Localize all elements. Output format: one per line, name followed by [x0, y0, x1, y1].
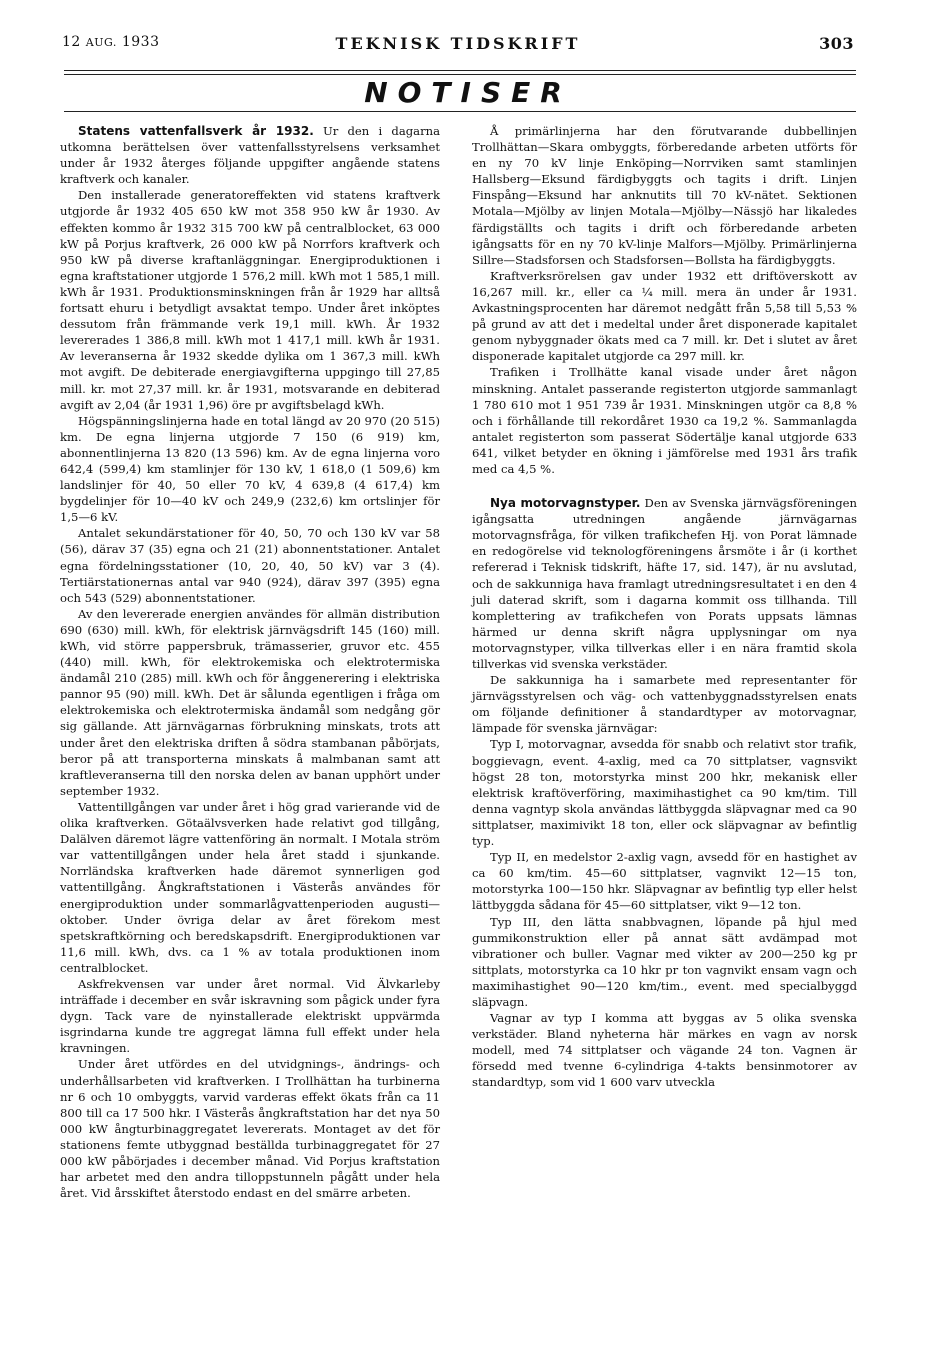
article-paragraph: Av den levererade energien användes för allmän distribution 690 (630) mill. kWh, för elektrisk järnvägsdrift 145 (160) mill. kWh, vid större pappersbruk, trämasserier, gruvor etc. 455 (440) mill. kWh, för elektrokemiska och elektrotermiska ändamål 210 (285) mill. kWh och för ånggenerering i elektriska pannor 95 (90) mill. kWh. Det är sålunda egentligen i fråga om elektrokemiska och elektrotermiska ändamål som nedgång gör sig gällande. Att järnvägarnas förbrukning minskats, trots att under året den elektriska driften å södra stambanan påbörjats, beror på att transporterna minskats å malmbanan samt att kraftleveranserna till den norska delen av banan upphört under september 1932.	[60, 606, 440, 798]
title-rule	[64, 111, 856, 112]
article-paragraph: Antalet sekundärstationer för 40, 50, 70 och 130 kV var 58 (56), därav 37 (35) egna och 21 (21) abonnentstationer. Antalet egna fördelningsstationer (10, 20, 40, 50 kV) var 3 (4). Tertiärstationernas antal var 940 (924), därav 397 (395) egna och 543 (529) abonnentstationer.	[60, 526, 440, 605]
article-paragraph: Typ II, en medelstor 2-axlig vagn, avsedd för en hastighet av ca 60 km/tim. 45—60 sittplatser, vagnvikt 12—15 ton, motorstyrka 100—150 hkr. Släpvagnar av befintlig typ eller helst lättbyggda sådana för 45—60 sittplatser, vikt 9—12 ton.	[472, 850, 857, 913]
article-paragraph: Askfrekvensen var under året normal. Vid Älvkarleby inträffade i december en svår iskravning som pågick under fyra dygn. Tack vare de nyinstallerade elektriskt uppvärmda isgrindarna kunde tre aggregat lämna full effekt under hela kravningen.	[60, 976, 440, 1056]
journal-title: TEKNISK TIDSKRIFT	[335, 34, 581, 53]
article-paragraph: Typ I, motorvagnar, avsedda för snabb och relativt stor trafik, boggievagn, event. 4-axlig, med ca 70 sittplatser, vagnsvikt högst 28 ton, motorstyrka minst 200 hkr, mekanisk eller elektrisk kraftöverföring, maximihastighet ca 90 km/tim. Till denna vagntyp skola användas lättbyggda släpvagnar med ca 90 sittplatser, maximivikt 18 ton, eller ock släpvagnar av befintlig typ.	[472, 737, 857, 849]
running-head	[62, 34, 854, 56]
article-paragraph: Under året utfördes en del utvidgnings-, ändrings- och underhållsarbeten vid kraftverken. I Trollhättan ha turbinerna nr 6 och 10 ombyggts, varvid varderas effekt ökats från ca 11 800 till ca 17 500 hkr. I Västerås ångkraftstation har det nya 50 000 kW ångturbinaggregatet levererats. Montaget av det för stationens femte utbyggnad beställda turbinaggregatet för 27 000 kW påbörjades i december månad. Vid Porjus kraftstation har arbetet med den andra tilloppstunneln pågått under hela året. Vid årsskiftet återstodo endast en del smärre arbeten.	[60, 1057, 440, 1201]
article-separator	[472, 477, 857, 495]
article-paragraph: Typ III, den lätta snabbvagnen, löpande på hjul med gummikonstruktion eller på annat sätt avdämpad mot vibrationer och buller. Vagnar med vikter av 200—250 kg pr sittplats, motorstyrka ca 10 hkr pr ton vagnvikt ensam vagn och maximihastighet 90—120 km/tim., event. med specialbyggd släpvagn.	[472, 914, 857, 1009]
header-rule	[64, 70, 856, 71]
left-column	[60, 123, 440, 1201]
header-rule-thin	[64, 74, 856, 75]
article-paragraph: Å primärlinjerna har den förutvarande dubbellinjen Trollhättan—Skara ombyggts, förberedande arbeten utförts för en ny 70 kV linje Enköping—Norrviken samt stamlinjen Hallsberg—Eksund färdigbyggts och tagits i drift. Linjen Finspång—Eksund har anknutits till 70 kV-nätet. Sektionen Motala—Mjölby av linjen Motala—Mjölby—Nässjö har likaledes färdigställts och tagits i drift och förberedande arbeten igångsatts för en ny 70 kV-linje Malfors—Mjölby. Primärlinjerna Sillre—Stadsforsen och Stadsforsen—Bollsta ha färdigbyggts.	[472, 124, 857, 267]
article-paragraph: Trafiken i Trollhätte kanal visade under året någon minskning. Antalet passerande registerton utgjorde sammanlagt 1 780 610 mot 1 951 739 år 1931. Minskningen utgör ca 8,8 % och i förhållande till rekordåret 1930 ca 19,2 %. Sammanlagda antalet registerton som passerat Södertälje kanal utgjorde 633 641, vilket betyder en ökning i jämförelse med 1931 års trafik med ca 4,5 %.	[472, 365, 857, 476]
article-heading: Nya motorvagnstyper.	[490, 496, 641, 511]
right-column	[472, 123, 857, 1091]
article-paragraph: Högspänningslinjerna hade en total längd av 20 970 (20 515) km. De egna linjerna utgjorde 7 150 (6 919) km, abonnentlinjerna 13 820 (13 596) km. Av de egna linjerna voro 642,4 (599,4) km stamlinjer för 130 kV, 1 618,0 (1 509,6) km landslinjer för 40, 50 eller 70 kV, 4 639,8 (4 617,4) km bygdelinjer för 10—40 kV och 249,9 (232,6) km ortslinjer för 1,5—6 kV.	[60, 413, 440, 525]
article-paragraph: Den installerade generatoreffekten vid statens kraftverk utgjorde år 1932 405 650 kW mot 358 950 kW år 1930. Av effekten kommo år 1932 315 700 kW på centralblocket, 63 000 kW på Porjus kraftverk, 26 000 kW på Norrfors kraftverk och 950 kW på diverse kraftanläggningar. Energiproduktionen i egna kraftstationer utgjorde 1 576,2 mill. kWh mot 1 585,1 mill. kWh år 1931. Produktionsminskningen från år 1929 har alltså fortsatt ehuru i betydligt avsaktat tempo. Under året inköptes dessutom från främmande verk 19,1 mill. kWh. År 1932 levererades 1 386,8 mill. kWh mot 1 417,1 mill. kWh år 1931. Av leveranserna år 1932 skedde dylika om 1 367,3 mill. kWh mot avgift. De debiterade energiavgifterna uppgingo till 27,85 mill. kr. mot 27,37 mill. kr. år 1931, motsvarande en debiterad avgift av 2,04 (år 1931 1,96) öre pr avgiftsbelagd kWh.	[60, 188, 440, 412]
article-lead-paragraph: Statens vattenfallsverk år 1932. Ur den i dagarna utkomna berättelsen över vattenfallsstyrelsens verksamhet under år 1932 återges följande uppgifter angående statens kraftverk och kanaler.	[60, 124, 440, 187]
page-number: 303	[819, 34, 854, 53]
article-heading: Statens vattenfallsverk år 1932.	[78, 124, 314, 138]
article-lead-paragraph: Nya motorvagnstyper. Den av Svenska järnvägsföreningen igångsatta utredningen angående järnvägarnas motorvagnsfråga, för vilken trafikchefen Hj. von Porat lämnade en redogörelse vid teknologföreningens årsmöte i år (i korthet refererad i Teknisk tidskrift, häfte 17, sid. 147), är nu avslutad, och de sakkunniga hava framlagt utredningsresultatet i en den 4 juli daterad skrift, som i dagarna kommit oss tillhanda. Till komplettering av trafikchefen von Porats uppsats lämnas härmed ur denna skrift några upplysningar om nya motorvagnstyper, vilka tillverkas eller i en nära framtid skola tillverkas vid svenska verkstäder.	[472, 496, 857, 671]
article-paragraph: Vattentillgången var under året i hög grad varierande vid de olika kraftverken. Götaälvsverken hade relativt god tillgång, Dalälven däremot lägre vattenföring än normalt. I Motala ström var vattentillgången under hela året stadd i sjunkande. Norrländska kraftverken hade däremot synnerligen god vattentillgång. Ångkraftstationen i Västerås användes för energiproduktion under sommarlågvattenperioden augusti—oktober. Under övriga delar av året förekom mest spetskraftkörning och beredskapsdrift. Energiproduktionen var 11,6 mill. kWh, dvs. ca 1 % av totala produktionen inom centralblocket.	[60, 799, 440, 975]
issue-date: 12 AUG. 1933	[62, 34, 160, 50]
article-paragraph: Vagnar av typ I komma att byggas av 5 olika svenska verkstäder. Bland nyheterna här märkes en vagn av norsk modell, med 74 sittplatser och vägande 24 ton. Vagnen är försedd med tvenne 6-cylindriga 4-takts bensinmotorer av standardtyp, som vid 1 600 varv utveckla	[472, 1011, 857, 1090]
article-paragraph: Kraftverksrörelsen gav under 1932 ett driftöverskott av 16,267 mill. kr., eller ca ¼ mill. mera än under år 1931. Avkastningsprocenten har däremot nedgått från 5,58 till 5,53 % på grund av att det i medeltal under året disponerade kapitalet genom nybyggnader ökats med ca 7 mill. kr. Det i slutet av året disponerade kapitalet utgjorde ca 297 mill. kr.	[472, 268, 857, 364]
article-paragraph: De sakkunniga ha i samarbete med representanter för järnvägsstyrelsen och väg- och vattenbyggnadsstyrelsen enats om följande definitioner å standardtyper av motorvagnar, lämpade för svenska järnvägar:	[472, 673, 857, 736]
section-title: NOTISER	[364, 76, 572, 109]
